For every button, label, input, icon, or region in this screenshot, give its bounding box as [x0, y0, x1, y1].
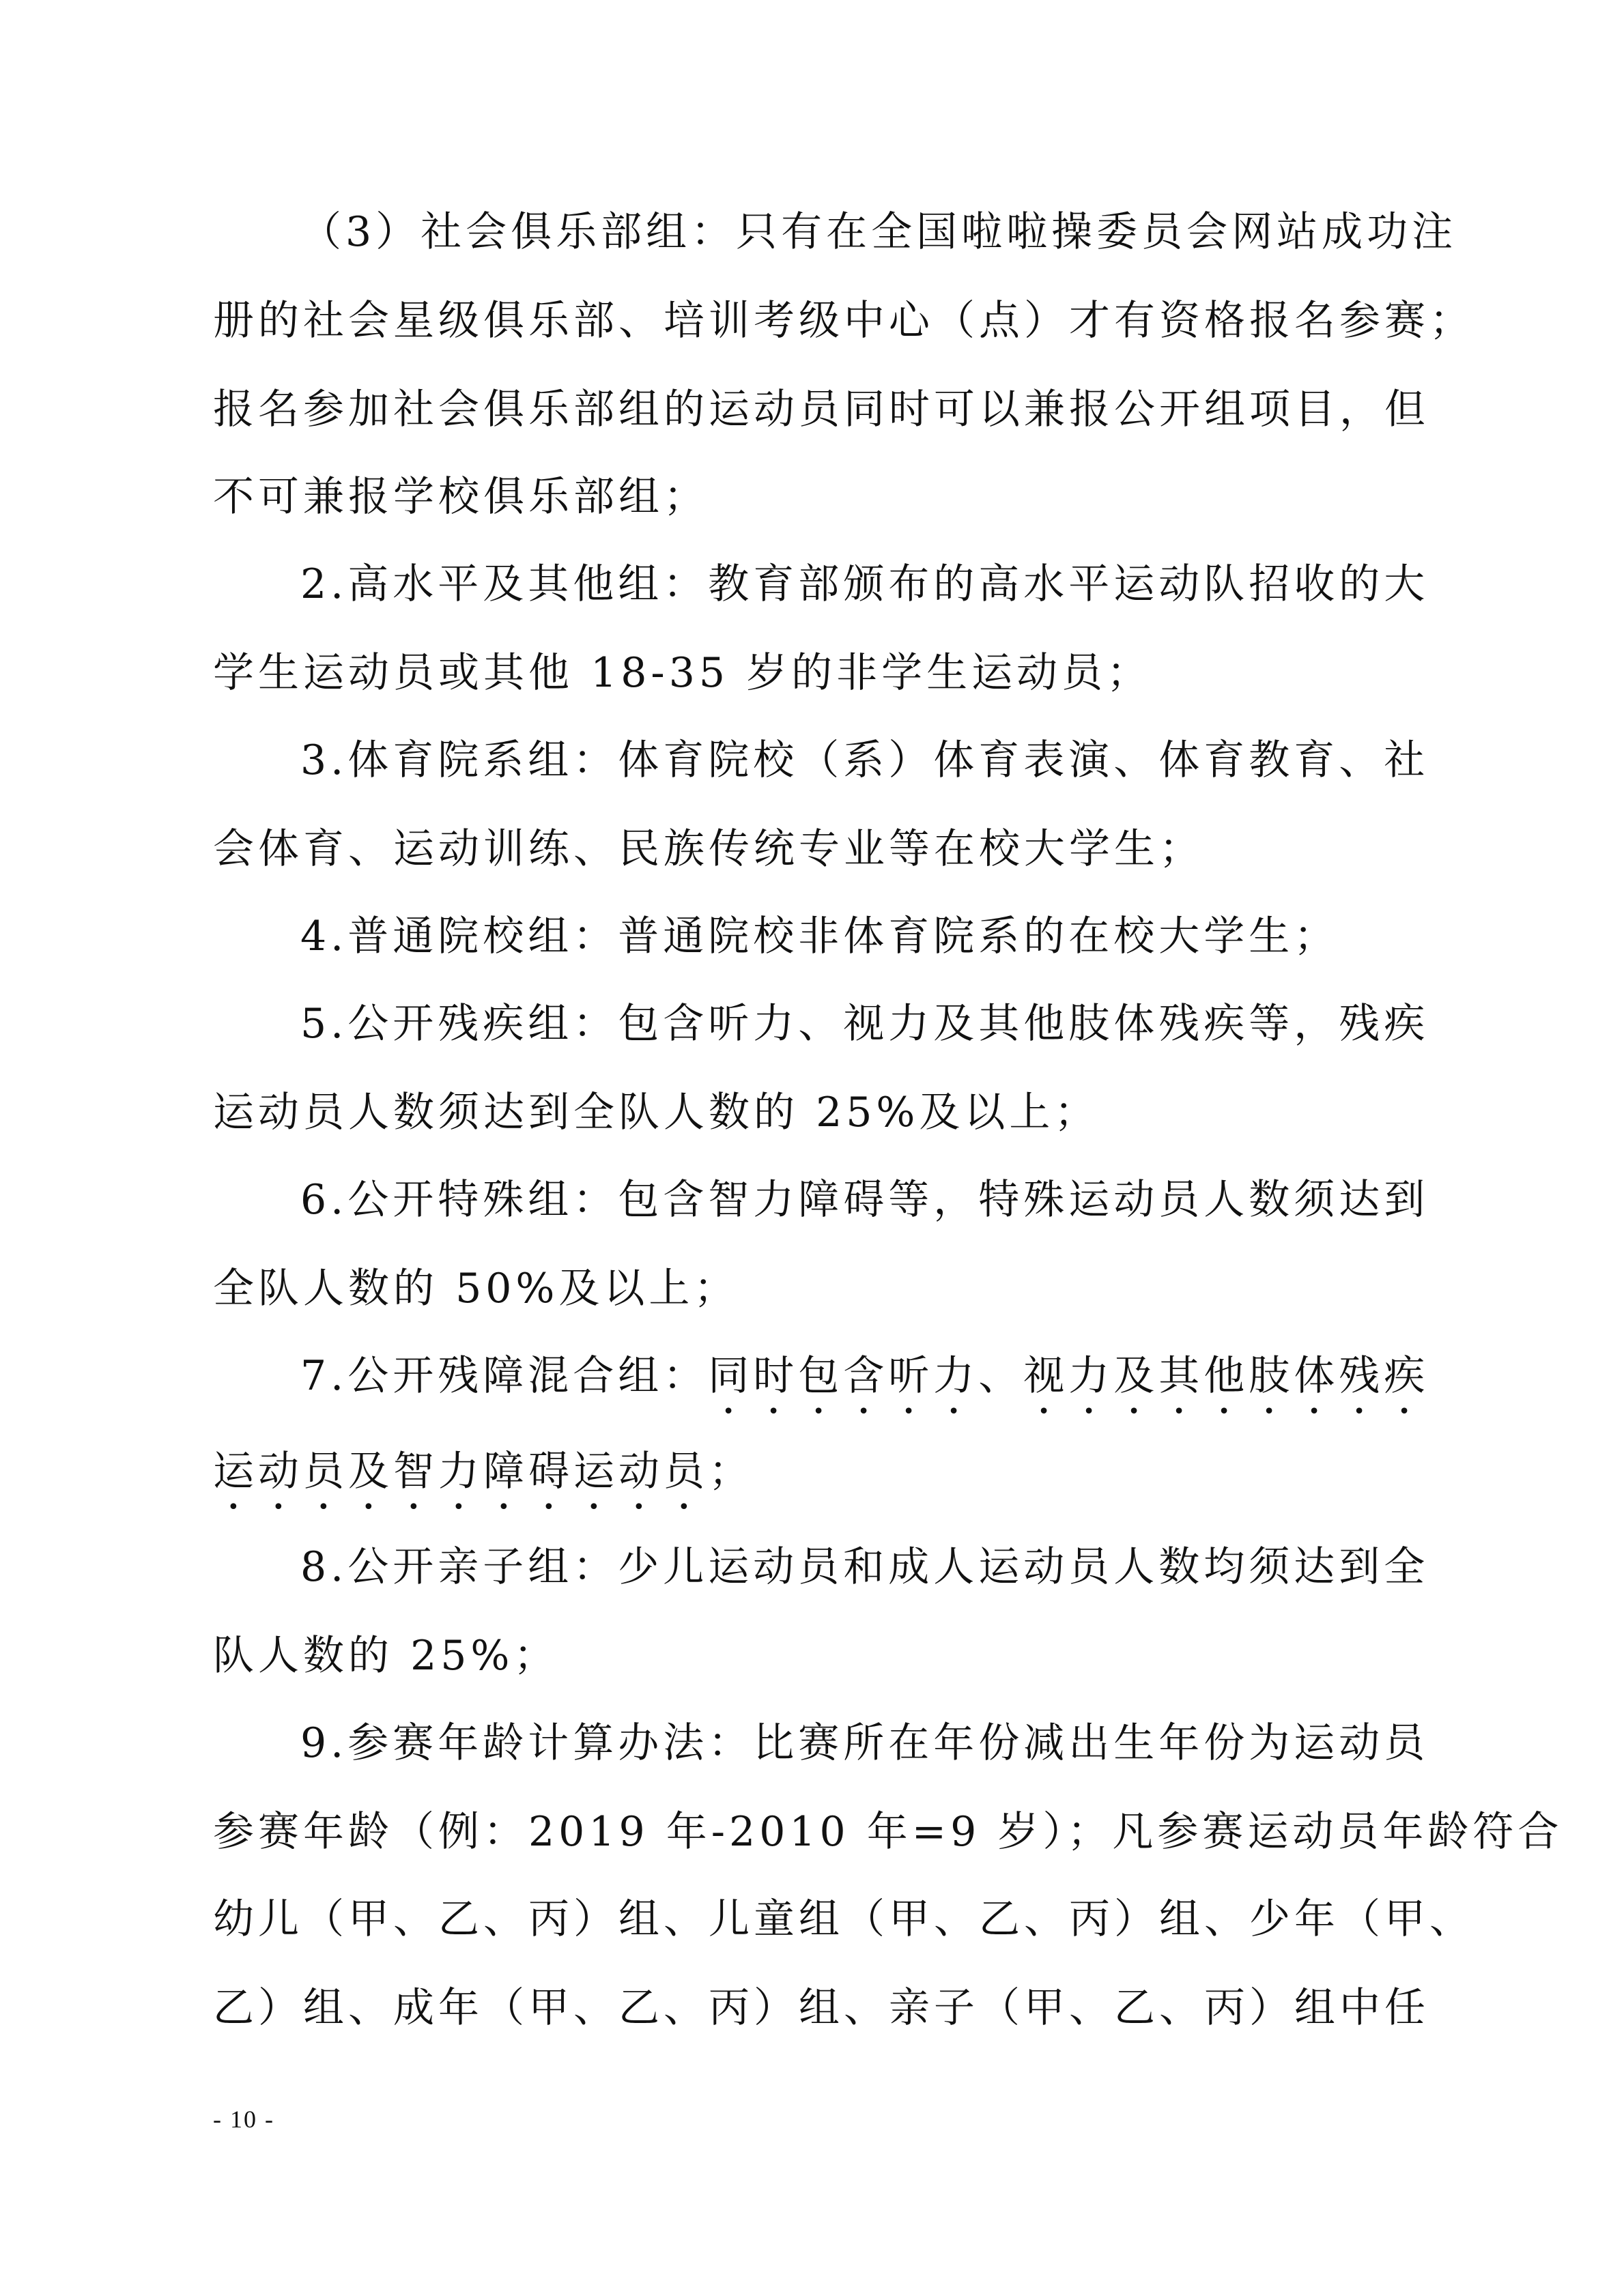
page-number: - 10 - [213, 2106, 274, 2133]
paragraph-line: 6.公开特殊组：包含智力障碍等，特殊运动员人数须达到 [300, 1176, 1429, 1224]
item7-emphasis: 同时包含听力、视力及其他肢体残疾 [708, 1352, 1429, 1400]
paragraph-line: 会体育、运动训练、民族传统专业等在校大学生； [213, 825, 1204, 873]
paragraph-line: 幼儿（甲、乙、丙）组、儿童组（甲、乙、丙）组、少年（甲、 [213, 1895, 1475, 1943]
paragraph-line: 不可兼报学校俱乐部组； [213, 473, 709, 521]
item7-prefix: 7.公开残障混合组： [300, 1352, 709, 1400]
paragraph-line: 队人数的 25%； [213, 1632, 559, 1680]
paragraph-line-item7 [213, 1431, 1414, 1512]
paragraph-line: 8.公开亲子组：少儿运动员和成人运动员人数均须达到全 [300, 1543, 1429, 1591]
paragraph-line: （3）社会俱乐部组：只有在全国啦啦操委员会网站成功注 [300, 208, 1457, 256]
paragraph-line: 册的社会星级俱乐部、培训考级中心（点）才有资格报名参赛； [213, 297, 1475, 345]
paragraph-line: 报名参加社会俱乐部组的运动员同时可以兼报公开组项目，但 [213, 386, 1429, 433]
paragraph-line: 5.公开残疾组：包含听力、视力及其他肢体残疾等，残疾 [300, 1000, 1429, 1048]
paragraph-line: 3.体育院系组：体育院校（系）体育表演、体育教育、社 [300, 736, 1429, 784]
item7-emphasis: 运动员及智力障碍运动员 [213, 1448, 709, 1495]
paragraph-line: 乙）组、成年（甲、乙、丙）组、亲子（甲、乙、丙）组中任 [213, 1984, 1429, 2032]
paragraph-line: 2.高水平及其他组：教育部颁布的高水平运动队招收的大 [300, 560, 1429, 608]
paragraph-line: 参赛年龄（例：2019 年-2010 年=9 岁）；凡参赛运动员年龄符合 [213, 1808, 1563, 1856]
paragraph-line: 9.参赛年龄计算办法：比赛所在年份减出生年份为运动员 [300, 1719, 1429, 1767]
paragraph-line: 运动员人数须达到全队人数的 25%及以上； [213, 1089, 1100, 1136]
paragraph-line: 全队人数的 50%及以上； [213, 1265, 739, 1312]
item7-suffix: ； [709, 1448, 754, 1495]
paragraph-line-item7 [300, 1335, 1429, 1417]
paragraph-line: 4.普通院校组：普通院校非体育院系的在校大学生； [300, 913, 1339, 960]
paragraph-line: 学生运动员或其他 18-35 岁的非学生运动员； [213, 649, 1152, 697]
